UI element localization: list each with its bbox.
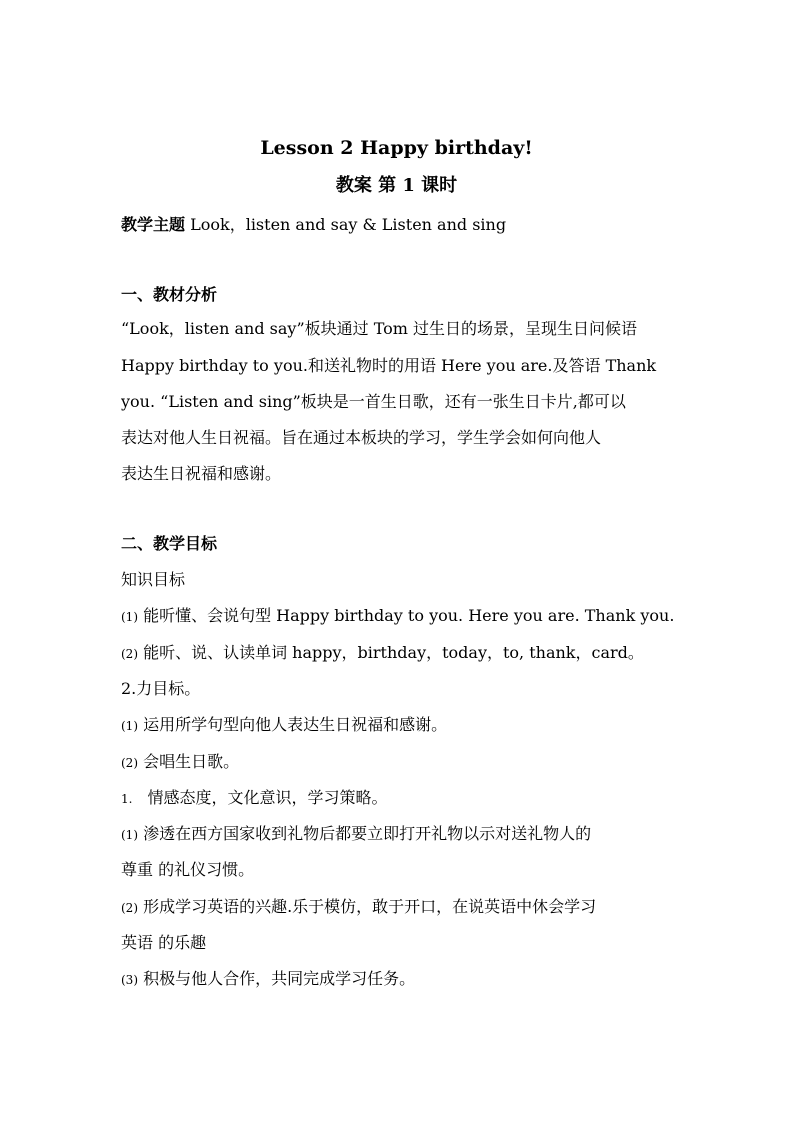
- emotion-label: 情感态度，文化意识，学习策略。: [147, 788, 388, 807]
- item-number: (2): [121, 647, 138, 661]
- emotion-item: [121, 823, 681, 846]
- item-number: (2): [121, 901, 138, 915]
- emotion-item: [121, 896, 681, 919]
- analysis-line: “Look，listen and say”板块通过 Tom 过生日的场景，呈现生日问候语: [121, 319, 638, 338]
- item-text: 会唱生日歌。: [143, 752, 240, 771]
- emotion-item-continued: 尊重 的礼仪习惯。: [121, 860, 255, 879]
- item-number: 1.: [121, 792, 133, 806]
- item-text: 能听懂、会说句型 Happy birthday to you. Here you are. Thank you.: [143, 606, 675, 625]
- lesson-subtitle: 教案 第 1 课时: [335, 175, 458, 196]
- item-text: 积极与他人合作，共同完成学习任务。: [143, 969, 416, 988]
- section1-heading: 一、教材分析: [121, 285, 218, 304]
- item-number: (3): [121, 973, 138, 987]
- analysis-line: Happy birthday to you.和送礼物时的用语 Here you are.及答语 Thank: [121, 356, 657, 375]
- item-text: 能听、说、认读单词 happy，birthday，today，to, thank，card。: [143, 643, 644, 662]
- item-text: 形成学习英语的兴趣.乐于模仿，敢于开口，在说英语中休会学习: [143, 897, 597, 916]
- emotion-item: [121, 968, 681, 991]
- analysis-line: 表达对他人生日祝福。旨在通过本板块的学习，学生学会如何向他人: [121, 428, 602, 447]
- ability-label: 2.力目标。: [121, 679, 201, 698]
- section2-heading: 二、教学目标: [121, 534, 218, 553]
- item-text: 运用所学句型向他人表达生日祝福和感谢。: [143, 715, 448, 734]
- item-number: (1): [121, 719, 138, 733]
- item-text: 渗透在西方国家收到礼物后都要立即打开礼物以示对送礼物人的: [143, 824, 592, 843]
- ability-item: [121, 751, 681, 774]
- theme-label: 教学主题: [121, 215, 186, 234]
- item-number: (1): [121, 828, 138, 842]
- ability-item: [121, 714, 681, 737]
- knowledge-item: [121, 605, 681, 628]
- item-number: (1): [121, 610, 138, 624]
- knowledge-label: 知识目标: [121, 570, 186, 589]
- item-number: (2): [121, 756, 138, 770]
- analysis-line: 表达生日祝福和感谢。: [121, 464, 282, 483]
- lesson-title: Lesson 2 Happy birthday!: [260, 137, 533, 159]
- theme-value: Look，listen and say & Listen and sing: [190, 215, 507, 234]
- emotion-item-continued: 英语 的乐趣: [121, 933, 207, 952]
- analysis-line: you. “Listen and sing”板块是一首生日歌，还有一张生日卡片,都可以: [121, 392, 626, 411]
- theme-line: [121, 214, 681, 236]
- emotion-label-line: [121, 787, 681, 810]
- knowledge-item: [121, 642, 681, 665]
